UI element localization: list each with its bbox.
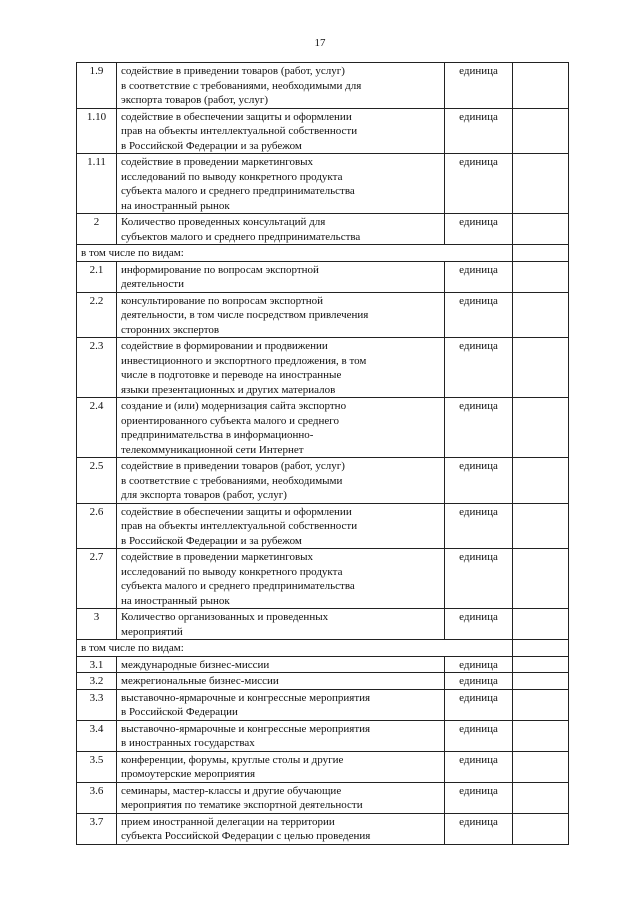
row-description [117, 398, 445, 458]
row-number: 3.6 [77, 782, 117, 813]
description-line: мероприятия по тематике экспортной деятельности [121, 799, 363, 811]
value-cell-1 [513, 549, 569, 609]
description-line: ориентированного субъекта малого и среднего [121, 414, 340, 427]
description-line: содействие в обеспечении защиты и оформлении [121, 505, 352, 518]
table-row [77, 720, 569, 751]
value-cell-1 [513, 503, 569, 549]
row-description [117, 720, 445, 751]
row-unit: единица [445, 503, 513, 549]
row-unit: единица [445, 154, 513, 214]
description-line: прав на объекты интеллектуальной собственности [121, 125, 358, 137]
row-number: 3.2 [77, 673, 117, 690]
table-row [77, 108, 569, 154]
row-description [117, 689, 445, 720]
value-cell-1 [513, 782, 569, 813]
value-cell-1 [513, 720, 569, 751]
row-number: 3.5 [77, 751, 117, 782]
value-cell-1 [513, 398, 569, 458]
indicators-table-body [77, 63, 569, 845]
description-line: информирование по вопросам экспортной [121, 263, 319, 276]
description-line: субъекта малого и среднего предпринимательства [121, 185, 355, 197]
row-description [117, 751, 445, 782]
row-description [117, 782, 445, 813]
description-line: консультирование по вопросам экспортной [121, 294, 324, 307]
description-line: конференции, форумы, круглые столы и другие [121, 753, 344, 766]
table-row [77, 292, 569, 338]
row-description [117, 292, 445, 338]
description-line: субъекта малого и среднего предпринимательства [121, 580, 355, 592]
table-row [77, 398, 569, 458]
row-description [117, 63, 445, 109]
value-cell-1 [513, 214, 569, 245]
table-row [77, 689, 569, 720]
row-unit: единица [445, 782, 513, 813]
row-number: 1.11 [77, 154, 117, 214]
description-line: в соответствие с требованиями, необходимыми для [121, 79, 362, 92]
description-line: Количество организованных и проведенных [121, 611, 329, 623]
description-line: в Российской Федерации и за рубежом [121, 534, 302, 547]
row-unit: единица [445, 63, 513, 109]
table-row [77, 782, 569, 813]
description-line: семинары, мастер-классы и другие обучающие [121, 784, 342, 797]
row-unit: единица [445, 813, 513, 844]
row-number: 2.4 [77, 398, 117, 458]
table-row [77, 261, 569, 292]
row-description [117, 108, 445, 154]
row-description [117, 458, 445, 504]
description-line: создание и (или) модернизация сайта экспортно [121, 400, 347, 412]
table-row [77, 214, 569, 245]
description-line: субъектов малого и среднего предпринимательства [121, 230, 361, 243]
value-cell-1 [513, 154, 569, 214]
row-number: 2 [77, 214, 117, 245]
description-line: на иностранный рынок [121, 594, 230, 607]
row-number: 2.1 [77, 261, 117, 292]
value-cell-1 [513, 458, 569, 504]
value-cell-1 [513, 609, 569, 640]
description-line: международные бизнес-миссии [121, 658, 270, 671]
row-unit: единица [445, 689, 513, 720]
value-cell-1 [513, 813, 569, 844]
row-number: 2.6 [77, 503, 117, 549]
description-line: в Российской Федерации [121, 706, 238, 718]
row-description [117, 503, 445, 549]
table-row [77, 673, 569, 690]
value-cell-1 [513, 261, 569, 292]
description-line: экспорта товаров (работ, услуг) [121, 94, 269, 106]
description-line: числе в подготовке и переводе на иностранные [121, 369, 342, 381]
description-line: прав на объекты интеллектуальной собственности [121, 520, 358, 532]
description-line: прием иностранной делегации на территории [121, 815, 335, 828]
value-cell-1 [513, 673, 569, 690]
description-line: сторонних экспертов [121, 323, 220, 336]
value-cell-1 [513, 689, 569, 720]
row-number: 2.5 [77, 458, 117, 504]
description-line: содействие в проведении маркетинговых [121, 156, 314, 168]
description-line: содействие в приведении товаров (работ, услуг) [121, 65, 345, 77]
description-line: промоутерские мероприятия [121, 768, 256, 780]
table-row [77, 154, 569, 214]
row-number: 3.7 [77, 813, 117, 844]
value-cell-1 [513, 656, 569, 673]
row-description [117, 154, 445, 214]
row-description [117, 338, 445, 398]
value-cell-1 [513, 338, 569, 398]
row-unit: единица [445, 673, 513, 690]
row-number: 3 [77, 609, 117, 640]
table-row [77, 338, 569, 398]
table-row [77, 549, 569, 609]
description-line: исследований по выводу конкретного продукта [121, 565, 343, 578]
description-line: содействие в формировании и продвижении [121, 340, 328, 352]
description-line: выставочно-ярмарочные и конгрессные мероприятия [121, 722, 371, 735]
description-line: Количество проведенных консультаций для [121, 216, 326, 228]
row-number: 2.3 [77, 338, 117, 398]
row-number: 2.7 [77, 549, 117, 609]
description-line: исследований по выводу конкретного продукта [121, 170, 343, 183]
description-line: в соответствие с требованиями, необходимыми [121, 474, 343, 487]
row-description [117, 813, 445, 844]
row-description [117, 673, 445, 690]
row-number: 1.10 [77, 108, 117, 154]
description-line: инвестиционного и экспортного предложения, в том [121, 354, 367, 367]
value-cell-1 [513, 63, 569, 109]
description-line: в Российской Федерации и за рубежом [121, 139, 302, 152]
row-number: 3.4 [77, 720, 117, 751]
row-unit: единица [445, 108, 513, 154]
section-label: в том числе по видам: [77, 640, 513, 657]
description-line: языки презентационных и других материалов [121, 383, 336, 396]
description-line: деятельности [121, 278, 184, 290]
row-unit: единица [445, 609, 513, 640]
section-row [77, 245, 569, 262]
description-line: для экспорта товаров (работ, услуг) [121, 489, 287, 501]
row-unit: единица [445, 751, 513, 782]
row-unit: единица [445, 261, 513, 292]
row-unit: единица [445, 398, 513, 458]
row-unit: единица [445, 214, 513, 245]
row-number: 2.2 [77, 292, 117, 338]
table-row [77, 813, 569, 844]
row-description [117, 549, 445, 609]
row-description [117, 656, 445, 673]
row-number: 3.1 [77, 656, 117, 673]
description-line: мероприятий [121, 625, 183, 638]
description-line: деятельности, в том числе посредством привлечения [121, 309, 369, 321]
table-row [77, 458, 569, 504]
description-line: межрегиональные бизнес-миссии [121, 675, 279, 687]
page-number: 17 [314, 37, 326, 49]
description-line: содействие в проведении маркетинговых [121, 551, 314, 563]
section-row [77, 640, 569, 657]
table-row [77, 503, 569, 549]
indicators-table [76, 62, 569, 845]
row-unit: единица [445, 338, 513, 398]
description-line: предпринимательства в информационно- [121, 429, 314, 441]
value-cell-1 [513, 751, 569, 782]
description-line: содействие в обеспечении защиты и оформлении [121, 110, 352, 123]
description-line: телекоммуникационной сети Интернет [121, 443, 304, 456]
row-description [117, 609, 445, 640]
row-number: 3.3 [77, 689, 117, 720]
value-cell-1 [513, 245, 569, 262]
row-number: 1.9 [77, 63, 117, 109]
description-line: на иностранный рынок [121, 199, 230, 212]
row-description [117, 214, 445, 245]
description-line: в иностранных государствах [121, 737, 255, 749]
table-row [77, 63, 569, 109]
description-line: содействие в приведении товаров (работ, услуг) [121, 460, 345, 472]
value-cell-1 [513, 292, 569, 338]
description-line: субъекта Российской Федерации с целью проведения [121, 830, 371, 842]
table-row [77, 751, 569, 782]
section-label: в том числе по видам: [77, 245, 513, 262]
value-cell-1 [513, 640, 569, 657]
description-line: выставочно-ярмарочные и конгрессные мероприятия [121, 691, 371, 704]
table-row [77, 609, 569, 640]
row-unit: единица [445, 656, 513, 673]
row-unit: единица [445, 549, 513, 609]
value-cell-1 [513, 108, 569, 154]
row-unit: единица [445, 720, 513, 751]
row-description [117, 261, 445, 292]
table-row [77, 656, 569, 673]
row-unit: единица [445, 458, 513, 504]
row-unit: единица [445, 292, 513, 338]
